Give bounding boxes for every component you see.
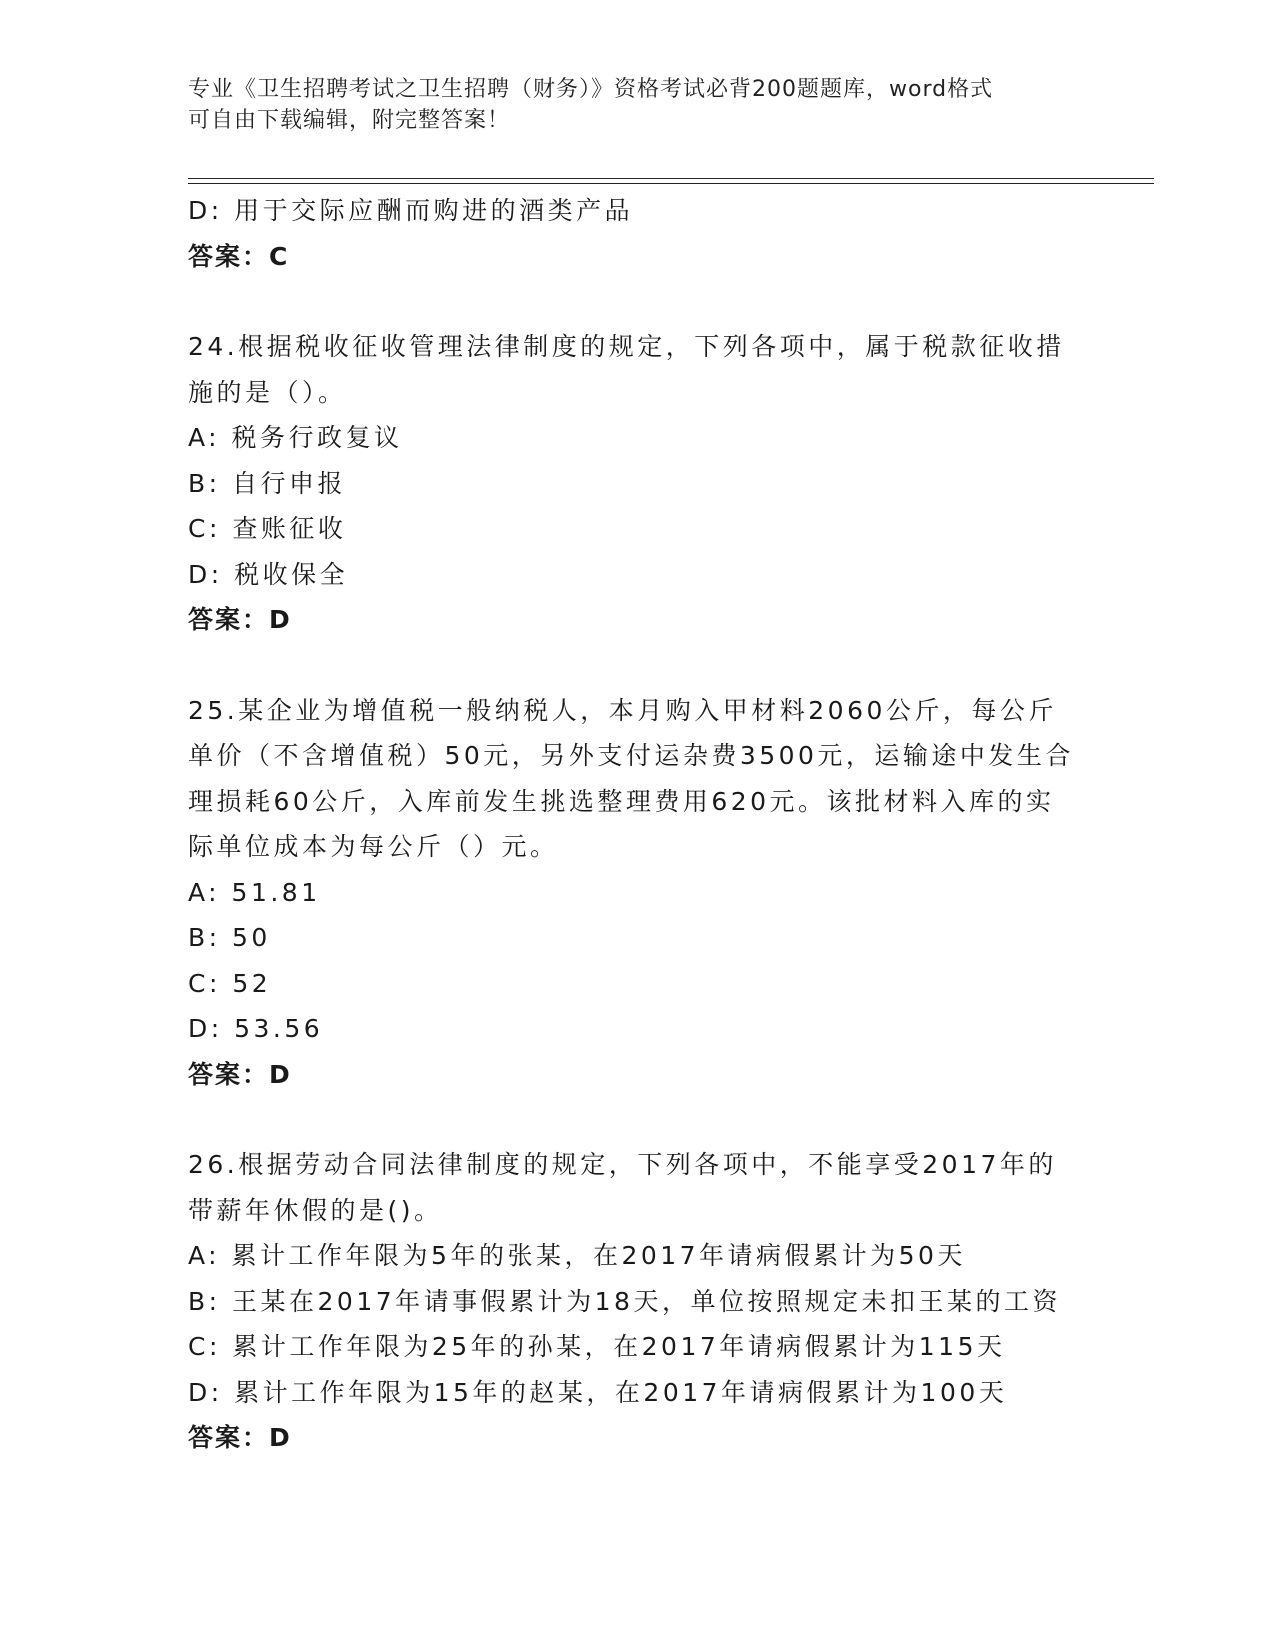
option-b: B: 自行申报 bbox=[188, 468, 347, 498]
question-text: 施的是（）。 bbox=[188, 377, 347, 407]
answer-line: 答案：D bbox=[188, 1423, 292, 1452]
answer-line: 答案：D bbox=[188, 605, 292, 634]
question-text: 单价（不含增值税）50元，另外支付运杂费3500元，运输途中发生合 bbox=[188, 741, 1074, 770]
question-text: 24.根据税收征收管理法律制度的规定，下列各项中，属于税款征收措 bbox=[188, 332, 1065, 361]
question-text: 际单位成本为每公斤（）元。 bbox=[188, 832, 559, 861]
header-divider-bottom bbox=[188, 183, 1154, 184]
option-a: A: 累计工作年限为5年的张某，在2017年请病假累计为50天 bbox=[188, 1241, 966, 1270]
question-text: 理损耗60公斤，入库前发生挑选整理费用620元。该批材料入库的实 bbox=[188, 786, 1055, 816]
question-23-tail bbox=[188, 188, 1088, 279]
option-d: D: 累计工作年限为15年的赵某，在2017年请病假累计为100天 bbox=[188, 1377, 1008, 1407]
option-d: D: 用于交际应酬而购进的酒类产品 bbox=[188, 196, 634, 225]
header-divider-top bbox=[188, 178, 1154, 179]
option-c: C: 查账征收 bbox=[188, 514, 347, 543]
header-line-2: 可自由下载编辑，附完整答案！ bbox=[188, 108, 511, 133]
option-c: C: 累计工作年限为25年的孙某，在2017年请病假累计为115天 bbox=[188, 1332, 1006, 1361]
option-d: D: 53.56 bbox=[188, 1014, 324, 1043]
question-text: 25.某企业为增值税一般纳税人，本月购入甲材料2060公斤，每公斤 bbox=[188, 695, 1057, 725]
option-a: A: 税务行政复议 bbox=[188, 423, 403, 452]
spacer bbox=[188, 279, 1088, 324]
option-d: D: 税收保全 bbox=[188, 559, 349, 589]
document-body bbox=[188, 188, 1088, 1461]
question-25 bbox=[188, 688, 1088, 1098]
option-b: B: 王某在2017年请事假累计为18天，单位按照规定未扣王某的工资 bbox=[188, 1286, 1061, 1316]
question-26 bbox=[188, 1142, 1088, 1461]
header-line-1: 专业《卫生招聘考试之卫生招聘（财务）》资格考试必背200题题库，word格式 bbox=[188, 77, 994, 102]
spacer bbox=[188, 1097, 1088, 1142]
option-a: A: 51.81 bbox=[188, 877, 321, 907]
answer-line: 答案：D bbox=[188, 1059, 292, 1089]
question-text: 26.根据劳动合同法律制度的规定，下列各项中，不能享受2017年的 bbox=[188, 1150, 1057, 1179]
option-b: B: 50 bbox=[188, 923, 271, 952]
answer-line: 答案：C bbox=[188, 241, 290, 271]
question-24 bbox=[188, 324, 1088, 643]
spacer bbox=[188, 643, 1088, 688]
question-text: 带薪年休假的是()。 bbox=[188, 1195, 443, 1225]
option-c: C: 52 bbox=[188, 968, 272, 998]
document-header bbox=[188, 74, 1088, 136]
